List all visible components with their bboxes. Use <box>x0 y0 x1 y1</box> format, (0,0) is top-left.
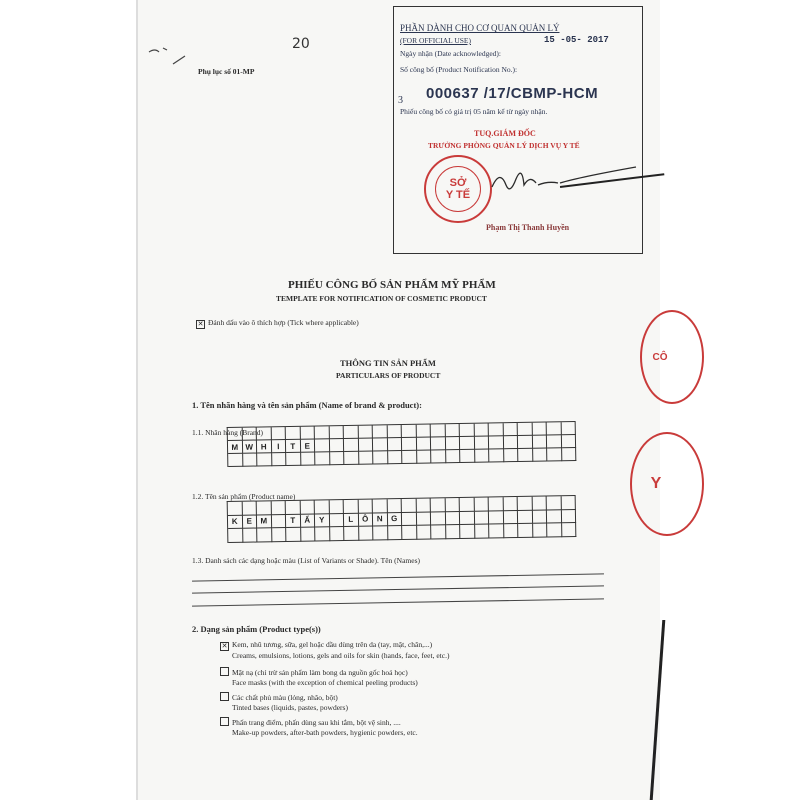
grid-cell[interactable] <box>474 497 489 511</box>
grid-cell[interactable] <box>489 436 504 449</box>
grid-cell[interactable] <box>489 449 504 462</box>
grid-cell[interactable] <box>257 501 272 515</box>
grid-cell[interactable] <box>518 510 533 524</box>
grid-cell[interactable] <box>431 424 446 437</box>
grid-cell[interactable] <box>547 510 562 524</box>
grid-cell[interactable] <box>460 498 475 512</box>
grid-cell[interactable] <box>416 424 431 437</box>
product-type-en: Creams, emulsions, lotions, gels and oils for skin (hands, face, feet, etc.) <box>232 651 450 660</box>
grid-cell[interactable] <box>373 526 388 540</box>
grid-cell[interactable] <box>271 427 286 440</box>
grid-cell[interactable] <box>561 496 576 510</box>
ministry-seal <box>424 155 492 223</box>
grid-cell[interactable] <box>416 512 431 526</box>
grid-cell[interactable]: N <box>373 513 388 527</box>
product-type-item[interactable] <box>220 640 432 651</box>
right-seal-bottom <box>630 432 704 536</box>
grid-cell[interactable] <box>359 451 374 464</box>
grid-cell[interactable] <box>358 500 373 514</box>
grid-cell[interactable] <box>228 454 243 467</box>
grid-cell[interactable] <box>431 525 446 539</box>
grid-cell[interactable]: I <box>271 440 286 453</box>
grid-cell[interactable]: T <box>286 514 301 528</box>
grid-cell[interactable] <box>489 511 504 525</box>
variants-label: 1.3. Danh sách các dạng hoặc màu (List of Variants or Shade). Tên (Names) <box>192 556 420 565</box>
checked-box-icon: ✕ <box>197 320 204 328</box>
checkbox-icon[interactable] <box>220 717 229 726</box>
grid-cell[interactable] <box>474 436 489 449</box>
grid-cell[interactable] <box>431 437 446 450</box>
right-seal-text-1: CÔ <box>652 351 668 363</box>
margin-note: 20 <box>292 36 310 52</box>
grid-cell[interactable] <box>518 524 533 538</box>
grid-cell[interactable] <box>388 526 403 540</box>
product-label: 1.2. Tên sản phẩm (Product name) <box>192 492 296 501</box>
grid-cell[interactable] <box>446 525 461 539</box>
signer-name: Phạm Thị Thanh Huyền <box>486 223 570 232</box>
grid-cell[interactable] <box>388 451 403 464</box>
product-type-en: Tinted bases (liquids, pastes, powders) <box>232 703 348 712</box>
grid-cell[interactable]: Ô <box>358 513 373 527</box>
grid-cell[interactable]: Ẩ <box>300 514 315 528</box>
grid-cell[interactable] <box>562 523 577 537</box>
official-header-en: (FOR OFFICIAL USE) <box>400 36 471 45</box>
product-type-vi: Kem, nhũ tương, sữa, gel hoặc dầu dùng trên da (tay, mặt, chân,...) <box>232 640 433 649</box>
grid-cell[interactable] <box>373 451 388 464</box>
grid-cell[interactable] <box>329 426 344 439</box>
product-type-vi: Mặt nạ (chỉ trừ sản phẩm làm bong da nguồn gốc hoá học) <box>232 668 408 677</box>
grid-cell[interactable] <box>329 439 344 452</box>
grid-cell[interactable] <box>533 448 548 461</box>
grid-cell[interactable] <box>503 510 518 524</box>
grid-cell[interactable] <box>518 436 533 449</box>
product-info-vi: THÔNG TIN SẢN PHẨM <box>340 358 436 368</box>
grid-cell[interactable] <box>518 497 533 511</box>
grid-cell[interactable] <box>286 501 301 515</box>
grid-cell[interactable] <box>518 423 533 436</box>
grid-cell[interactable] <box>460 525 475 539</box>
grid-cell[interactable] <box>301 453 316 466</box>
grid-cell[interactable] <box>518 449 533 462</box>
background-left <box>0 0 138 800</box>
grid-cell[interactable] <box>547 435 562 448</box>
grid-cell[interactable] <box>330 527 345 541</box>
grid-cell[interactable] <box>547 496 562 510</box>
product-type-en: Face masks (with the exception of chemical peeling products) <box>232 678 418 687</box>
grid-cell[interactable]: H <box>257 440 272 453</box>
grid-cell[interactable]: T <box>286 440 301 453</box>
grid-cell[interactable] <box>504 449 519 462</box>
tick-note <box>196 318 359 329</box>
grid-cell[interactable] <box>228 502 243 516</box>
signer-title-2: TRƯỞNG PHÒNG QUẢN LÝ DỊCH VỤ Y TẾ <box>428 141 580 150</box>
brand-label: 1.1. Nhãn hàng (Brand) <box>192 428 264 437</box>
grid-cell[interactable] <box>373 425 388 438</box>
grid-cell[interactable] <box>344 500 359 514</box>
grid-cell[interactable]: L <box>344 513 359 527</box>
product-type-item[interactable] <box>220 667 408 677</box>
grid-cell[interactable] <box>532 496 547 510</box>
grid-cell[interactable] <box>532 422 547 435</box>
grid-cell[interactable] <box>532 435 547 448</box>
grid-cell[interactable] <box>533 523 548 537</box>
grid-cell[interactable] <box>503 436 518 449</box>
grid-cell[interactable] <box>532 510 547 524</box>
grid-cell[interactable]: G <box>387 512 402 526</box>
grid-cell[interactable] <box>330 452 345 465</box>
grid-cell[interactable] <box>431 498 446 512</box>
grid-cell[interactable] <box>474 511 489 525</box>
grid-cell[interactable] <box>445 498 460 512</box>
product-name-grid[interactable] <box>227 495 577 543</box>
grid-cell[interactable] <box>286 528 301 542</box>
grid-cell[interactable] <box>561 422 576 435</box>
grid-cell[interactable] <box>373 499 388 513</box>
grid-cell[interactable] <box>358 438 373 451</box>
grid-cell[interactable] <box>402 526 417 540</box>
product-type-en: Make-up powders, after-bath powders, hygienic powders, etc. <box>232 728 418 737</box>
product-type-vi: Các chất phủ màu (lỏng, nhão, bột) <box>232 693 338 702</box>
grid-cell[interactable] <box>547 422 562 435</box>
grid-cell[interactable] <box>315 452 330 465</box>
grid-cell[interactable] <box>417 525 432 539</box>
grid-cell[interactable] <box>271 501 286 515</box>
grid-cell[interactable] <box>417 450 432 463</box>
grid-cell[interactable] <box>315 426 330 439</box>
grid-cell[interactable]: M <box>257 515 272 529</box>
grid-cell[interactable] <box>489 497 504 511</box>
grid-cell[interactable] <box>257 528 272 542</box>
right-seal-top <box>640 310 704 404</box>
grid-cell[interactable] <box>272 528 287 542</box>
seal-text-1: SỞ <box>449 176 467 189</box>
grid-cell[interactable] <box>460 450 475 463</box>
grid-cell[interactable] <box>257 453 272 466</box>
seal-text-2: Y TẾ <box>445 188 471 201</box>
grid-cell[interactable] <box>445 437 460 450</box>
official-use-box <box>393 6 643 254</box>
grid-cell[interactable] <box>445 424 460 437</box>
grid-cell[interactable] <box>387 499 402 513</box>
notif-value: 000637 /17/CBMP-HCM <box>426 85 599 102</box>
grid-cell[interactable]: Y <box>315 514 330 528</box>
form-title-vi: PHIẾU CÔNG BỐ SẢN PHẨM MỸ PHẨM <box>288 279 496 291</box>
grid-cell[interactable] <box>503 497 518 511</box>
grid-cell[interactable] <box>358 426 373 439</box>
grid-cell[interactable] <box>416 498 431 512</box>
checkbox-icon[interactable] <box>220 667 229 676</box>
tick-note-text: Đánh dấu vào ô thích hợp (Tick where applicable) <box>208 318 359 327</box>
grid-cell[interactable] <box>562 448 577 461</box>
grid-cell[interactable] <box>359 526 374 540</box>
grid-cell[interactable] <box>402 425 417 438</box>
grid-cell[interactable] <box>286 453 301 466</box>
grid-cell[interactable] <box>271 515 286 529</box>
grid-cell[interactable] <box>431 450 446 463</box>
grid-cell[interactable] <box>460 437 475 450</box>
checked-box-icon[interactable]: ✕ <box>221 642 228 650</box>
grid-cell[interactable] <box>344 527 359 541</box>
grid-cell[interactable] <box>300 501 315 515</box>
grid-cell[interactable] <box>460 424 475 437</box>
appendix-label: Phụ lục số 01-MP <box>198 67 255 76</box>
grid-cell[interactable] <box>257 427 272 440</box>
grid-cell[interactable] <box>344 426 359 439</box>
grid-cell[interactable] <box>460 511 475 525</box>
grid-cell[interactable] <box>272 453 287 466</box>
product-type-item[interactable] <box>220 692 338 702</box>
grid-cell[interactable] <box>489 423 504 436</box>
grid-cell[interactable] <box>402 512 417 526</box>
grid-cell[interactable] <box>329 514 344 528</box>
grid-cell[interactable] <box>243 454 258 467</box>
grid-cell[interactable] <box>475 449 490 462</box>
right-seal-text-2: Y <box>650 475 662 492</box>
brand-grid[interactable] <box>227 421 577 467</box>
notif-prefix: 3 <box>398 95 403 106</box>
grid-cell[interactable]: M <box>228 441 243 454</box>
grid-cell[interactable] <box>315 500 330 514</box>
grid-cell[interactable] <box>344 439 359 452</box>
checkbox-icon[interactable] <box>220 692 229 701</box>
grid-cell[interactable] <box>300 427 315 440</box>
grid-cell[interactable] <box>315 527 330 541</box>
grid-cell[interactable] <box>242 428 257 441</box>
grid-cell[interactable] <box>329 500 344 514</box>
grid-cell[interactable] <box>445 511 460 525</box>
validity-note: Phiếu công bố có giá trị 05 năm kể từ ngày nhận. <box>400 107 548 116</box>
date-label: Ngày nhận (Date acknowledged): <box>400 49 502 58</box>
signature <box>490 157 640 207</box>
product-type-item[interactable] <box>220 717 401 727</box>
grid-cell[interactable] <box>503 423 518 436</box>
grid-cell[interactable] <box>373 438 388 451</box>
grid-cell[interactable] <box>561 435 576 448</box>
grid-cell[interactable] <box>387 425 402 438</box>
product-info-en: PARTICULARS OF PRODUCT <box>336 371 441 380</box>
grid-cell[interactable]: W <box>242 441 257 454</box>
grid-cell[interactable]: E <box>300 440 315 453</box>
section1-title: 1. Tên nhãn hàng và tên sản phẩm (Name of brand & product): <box>192 400 422 410</box>
section2-title: 2. Dạng sản phẩm (Product type(s)) <box>192 624 321 634</box>
grid-cell[interactable] <box>243 529 258 543</box>
grid-cell[interactable] <box>547 523 562 537</box>
grid-cell[interactable] <box>474 423 489 436</box>
grid-cell[interactable] <box>387 438 402 451</box>
form-title-en: TEMPLATE FOR NOTIFICATION OF COSMETIC PRODUCT <box>276 294 487 303</box>
official-header-vi: PHẦN DÀNH CHO CƠ QUAN QUẢN LÝ <box>400 23 560 33</box>
grid-cell[interactable] <box>344 452 359 465</box>
grid-cell[interactable] <box>228 428 243 441</box>
grid-cell[interactable] <box>402 451 417 464</box>
product-type-vi: Phấn trang điểm, phấn dùng sau khi tắm, bột vệ sinh, .... <box>232 718 401 727</box>
grid-cell[interactable] <box>228 529 243 543</box>
grid-cell[interactable] <box>431 512 446 526</box>
grid-cell[interactable] <box>301 528 316 542</box>
grid-cell[interactable] <box>416 437 431 450</box>
grid-cell[interactable] <box>504 524 519 538</box>
grid-cell[interactable] <box>402 438 417 451</box>
grid-cell[interactable] <box>286 427 301 440</box>
grid-cell[interactable] <box>446 450 461 463</box>
notif-label: Số công bố (Product Notification No.): <box>400 65 518 74</box>
grid-cell[interactable]: K <box>228 515 243 529</box>
scribble-mark <box>145 40 190 70</box>
grid-cell[interactable] <box>489 524 504 538</box>
grid-cell[interactable] <box>475 524 490 538</box>
grid-cell[interactable] <box>315 439 330 452</box>
date-value: 15 -05- 2017 <box>544 35 609 45</box>
grid-cell[interactable] <box>547 448 562 461</box>
grid-cell[interactable] <box>402 499 417 513</box>
signer-title-1: TUQ.GIÁM ĐỐC <box>474 129 536 138</box>
grid-cell[interactable] <box>242 502 257 516</box>
grid-cell[interactable] <box>561 509 576 523</box>
grid-cell[interactable]: E <box>242 515 257 529</box>
